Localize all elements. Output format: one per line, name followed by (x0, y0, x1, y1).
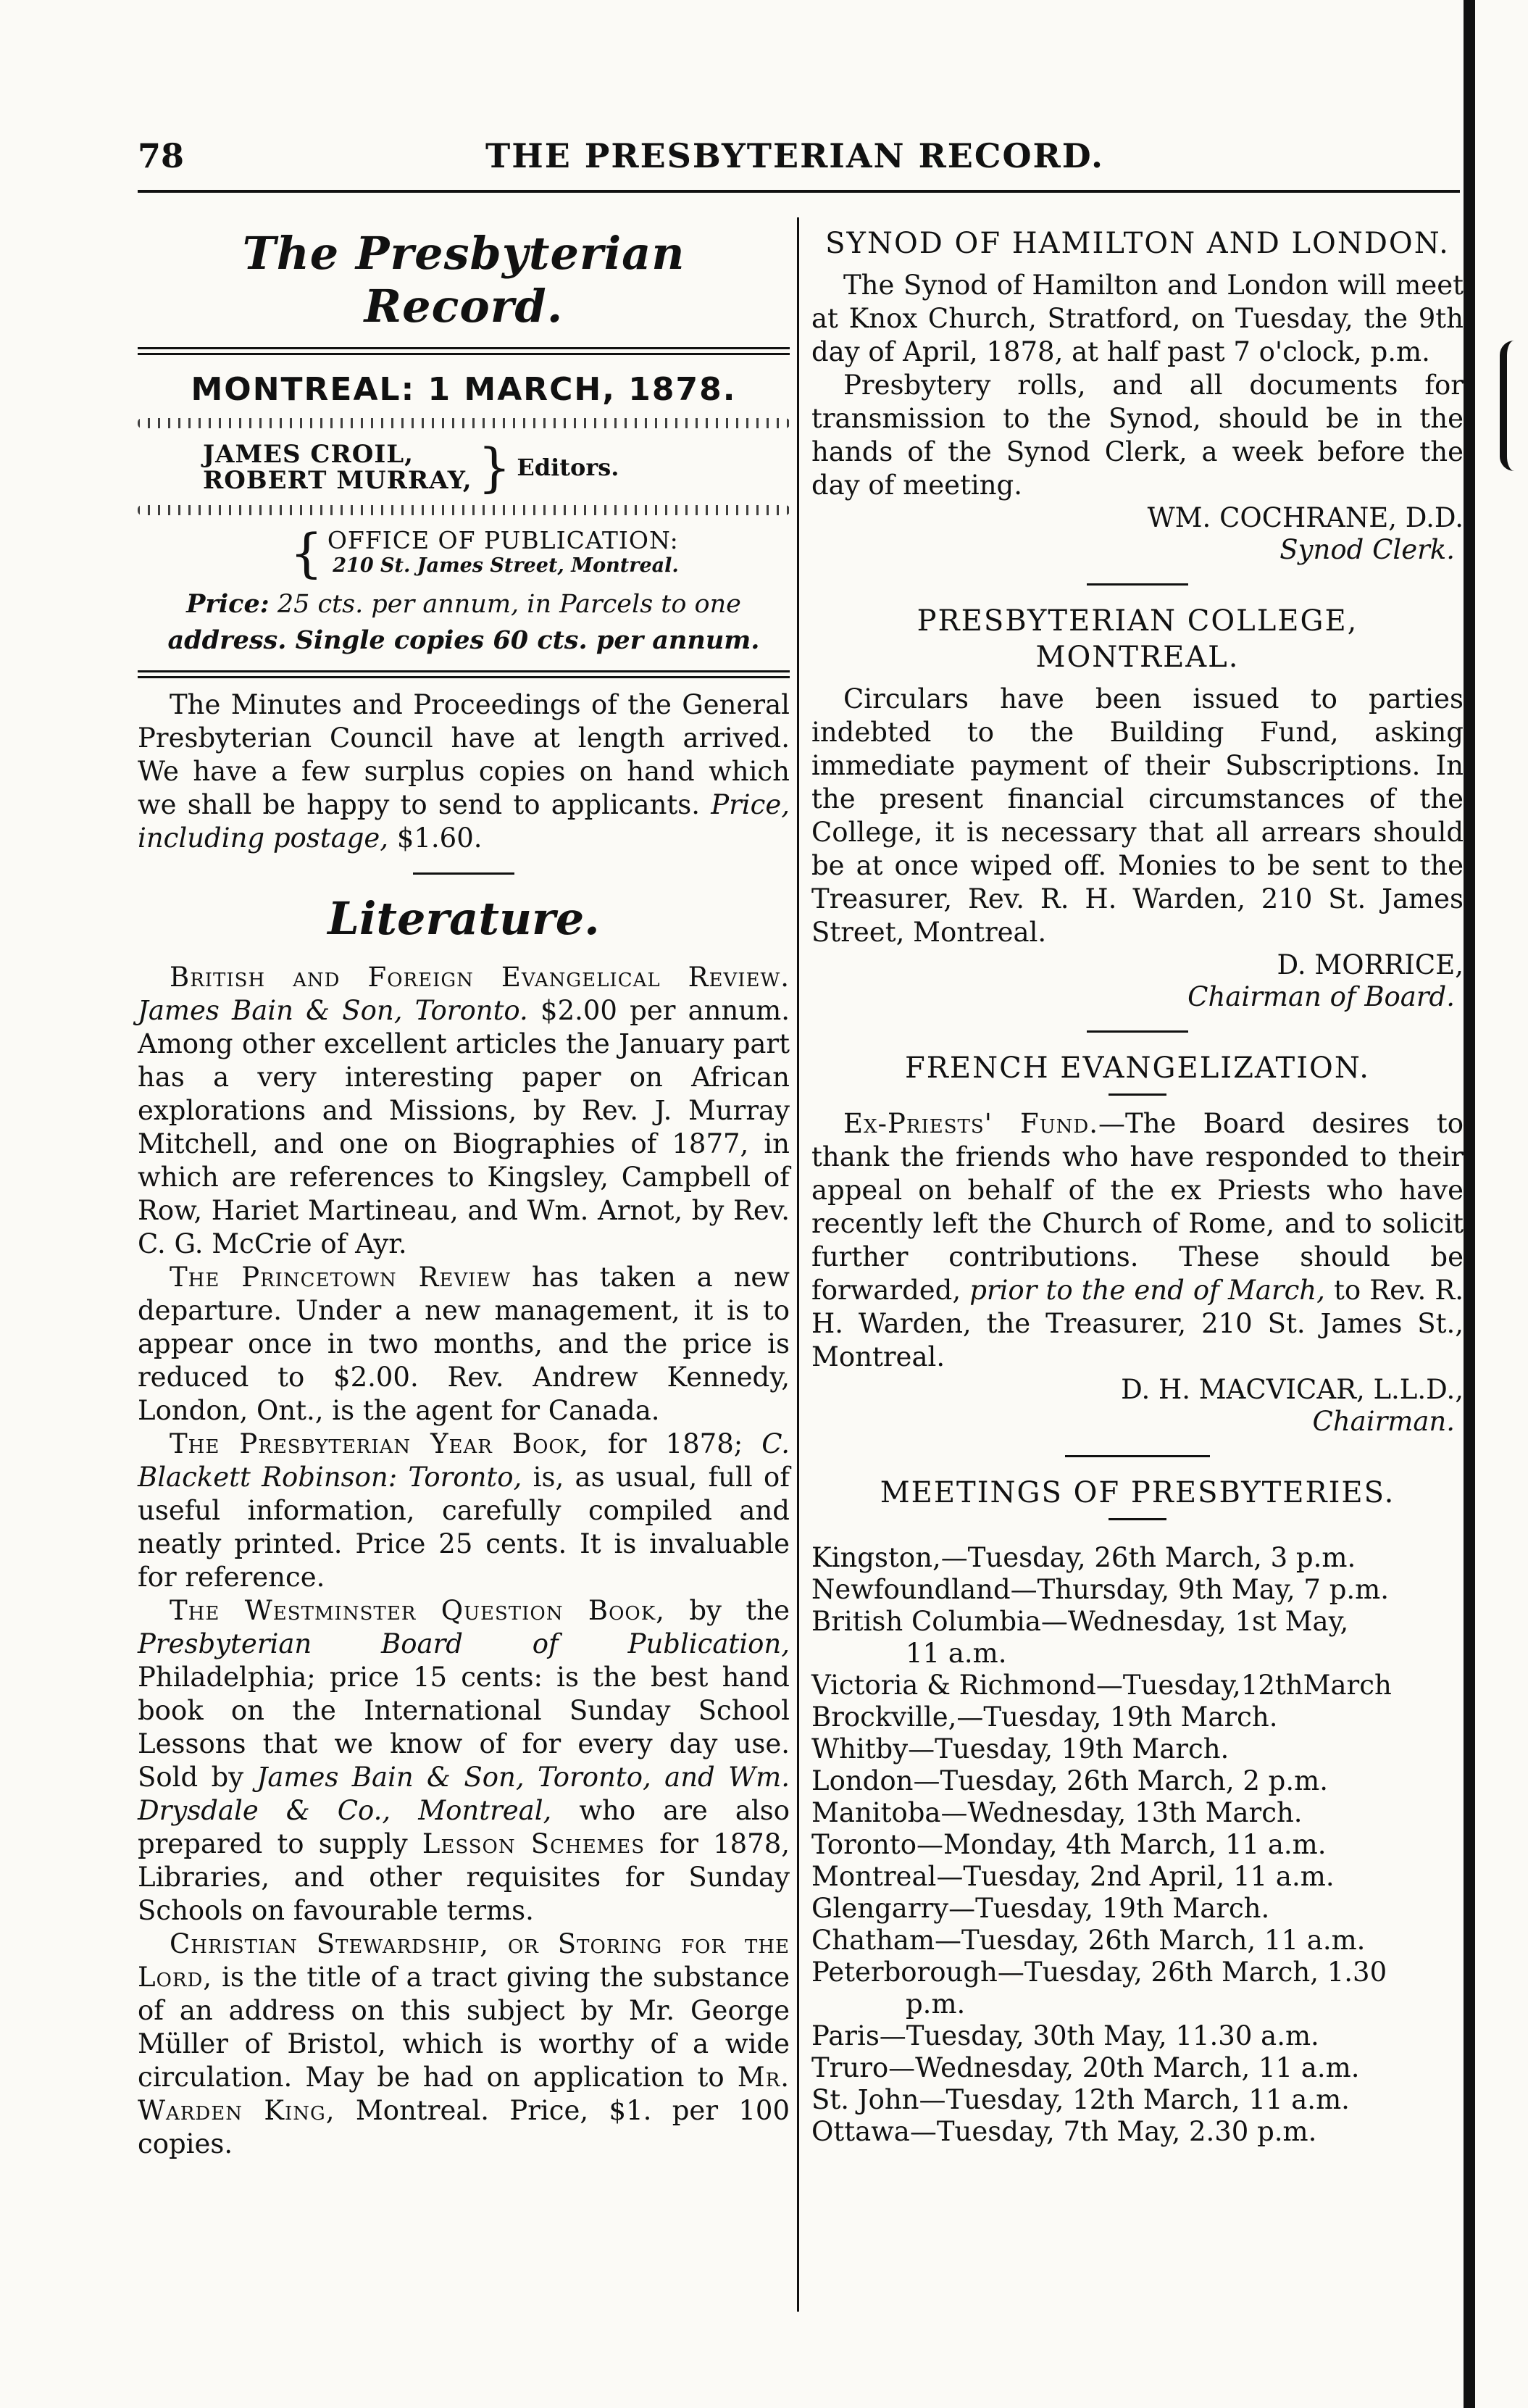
running-title: THE PRESBYTERIAN RECORD. (485, 136, 1105, 175)
meeting-line: St. John—Tuesday, 12th March, 11 a.m. (811, 2084, 1350, 2115)
french-heading: FRENCH EVANGELIZATION. (905, 1051, 1370, 1085)
office-label: OFFICE OF PUBLICATION: (327, 526, 679, 554)
college-heading: PRESBYTERIAN COLLEGE, (917, 604, 1358, 638)
review-publisher: Presbyterian Board of Publication, (138, 1628, 790, 1659)
editors-block (203, 437, 790, 498)
meeting-line: Victoria & Richmond—Tuesday,12thMarch (811, 1670, 1392, 1701)
french-italic: prior to the end of March, (969, 1275, 1325, 1306)
review-text: who are also prepared to supply (138, 1795, 790, 1859)
literature-heading: Literature. (327, 892, 600, 945)
review-text: for 1878; (607, 1428, 743, 1459)
editor-name: JAMES CROIL, (203, 440, 414, 469)
header-rule (138, 190, 1460, 193)
synod-signature-title: Synod Clerk. (1279, 534, 1455, 565)
meeting-line: Newfoundland—Thursday, 9th May, 7 p.m. (811, 1574, 1389, 1605)
meetings-heading: MEETINGS OF PRESBYTERIES. (880, 1476, 1395, 1509)
minutes-price-value: $1.60. (396, 822, 483, 854)
brace-glyph: { (290, 522, 323, 583)
section-rule (1087, 583, 1188, 586)
meeting-line: Peterborough—Tuesday, 26th March, 1.30 (811, 1957, 1387, 1988)
dateline: MONTREAL: 1 MARCH, 1878. (191, 371, 737, 408)
masthead-title: The Presbyterian Record. (242, 227, 685, 333)
editor-name: ROBERT MURRAY, (203, 466, 472, 495)
college-paragraph: Circulars have been issued to parties indebted to the Building Fund, asking immediate payment of their Subscriptions. In the present financial circumstances of the College, it is necessary that all arrears should be at once wiped off. Monies to be sent to the Treasurer, Rev. R. H. Warden, 210 St. James Street, Montreal. (811, 683, 1464, 948)
review-item (138, 1261, 790, 1428)
section-rule (1087, 1030, 1188, 1033)
review-title: British and Foreign Evangelical Review. (170, 962, 790, 993)
synod-paragraph: Presbytery rolls, and all documents for transmission to the Synod, should be in the hands of the Synod Clerk, a week before the day of meeting. (811, 370, 1464, 501)
meeting-line: Glengarry—Tuesday, 19th March. (811, 1893, 1270, 1924)
meeting-line: Whitby—Tuesday, 19th March. (811, 1733, 1230, 1765)
review-text: is, as usual, full of useful information, carefully compiled and neatly printed. Price 25 cents. It is invaluable for reference. (138, 1462, 790, 1593)
review-item (138, 961, 790, 1261)
minutes-notice (138, 688, 790, 855)
review-text: is the title of a tract giving the substance of an address on this subject by Mr. George Müller of Bristol, which is worthy of a wide circulation. May be had on application to (138, 1962, 790, 2093)
meetings-list (811, 1542, 1464, 2148)
double-rule (138, 670, 790, 678)
section-rule (1109, 1093, 1166, 1096)
college-heading: MONTREAL. (1035, 641, 1240, 674)
review-title: Christian Stewardship, or Storing for the Lord, (138, 1928, 790, 1993)
page-edge-shadow (1464, 0, 1475, 2408)
french-paragraph (811, 1107, 1464, 1374)
wavy-rule (138, 418, 790, 428)
minutes-text: The Minutes and Proceedings of the General Presbyterian Council have at length arrived. We have a few surplus copies on hand which we shall be happy to send to applicants. (138, 689, 790, 820)
price-info (138, 586, 790, 659)
review-smallcaps: Lesson Schemes (422, 1828, 646, 1859)
review-title: The Princetown Review (170, 1262, 512, 1293)
review-text: Philadelphia; price 15 cents: is the best hand book on the International Sunday School Lessons that we know of for every day use. Sold by (138, 1662, 790, 1793)
editors-label: Editors. (517, 454, 619, 481)
meeting-line: London—Tuesday, 26th March, 2 p.m. (811, 1765, 1328, 1796)
section-rule (1109, 1518, 1166, 1520)
meeting-line: Kingston,—Tuesday, 26th March, 3 p.m. (811, 1542, 1356, 1573)
price-line-2: address. Single copies 60 cts. per annum. (167, 625, 760, 655)
college-signature-title: Chairman of Board. (1187, 981, 1455, 1012)
meeting-line: Manitoba—Wednesday, 13th March. (811, 1797, 1303, 1828)
meeting-line: Toronto—Monday, 4th March, 11 a.m. (811, 1829, 1327, 1860)
section-rule (1065, 1455, 1210, 1457)
review-text: has taken a new departure. Under a new management, it is to appear once in two months, and the price is reduced to $2.00. Rev. Andrew Kennedy, London, Ont., is the agent for Canada. (138, 1262, 790, 1426)
double-rule (138, 347, 790, 355)
review-item (138, 1594, 790, 1928)
brace-glyph: } (477, 437, 512, 498)
meeting-line: Paris—Tuesday, 30th May, 11.30 a.m. (811, 2020, 1319, 2051)
price-line-1: 25 cts. per annum, in Parcels to one (277, 590, 741, 619)
french-text: —The Board desires to thank the friends who have responded to their appeal on behalf of the ex Priests who have recently left the Church of Rome, and to solicit further contributions. These should be forwarded, (811, 1108, 1464, 1306)
review-text: $2.00 per annum. Among other excellent articles the January part has a very interesting paper on African explorations and Missions, by Rev. J. Murray Mitchell, and one on Biographies of 1877, in which are references to Kingsley, Campbell of Row, Hariet Martineau, and Wm. Arnot, by Rev. C. G. McCrie of Ayr. (138, 995, 790, 1259)
review-publisher: James Bain & Son, Toronto. (138, 995, 528, 1026)
review-text: for 1878, Libraries, and other requisites for Sunday Schools on favourable terms. (138, 1828, 790, 1926)
review-text: by the (689, 1595, 790, 1626)
french-signature-title: Chairman. (1312, 1406, 1455, 1437)
college-signature: D. MORRICE, (1277, 949, 1464, 980)
meeting-line: Montreal—Tuesday, 2nd April, 11 a.m. (811, 1861, 1335, 1892)
right-column (811, 221, 1464, 2148)
office-block (290, 522, 790, 583)
page-number: 78 (138, 136, 185, 175)
review-name: Mr. Warden King, (138, 2062, 790, 2126)
left-column (138, 221, 790, 2161)
meeting-line: Brockville,—Tuesday, 19th March. (811, 1701, 1278, 1733)
running-header (138, 136, 1460, 180)
review-item (138, 1428, 790, 1594)
review-title: The Westminster Question Book, (170, 1595, 665, 1626)
wavy-rule (138, 505, 790, 515)
binding-mark (1500, 341, 1528, 471)
price-label: Price: (186, 589, 270, 619)
synod-heading: SYNOD OF HAMILTON AND LONDON. (825, 227, 1450, 260)
french-signature: D. H. MACVICAR, L.L.D., (1121, 1374, 1464, 1405)
french-text: to Rev. R. H. Warden, the Treasurer, 210 St. James St., Montreal. (811, 1275, 1464, 1372)
synod-paragraph: The Synod of Hamilton and London will meet at Knox Church, Stratford, on Tuesday, the 9th day of April, 1878, at half past 7 o'clock, p.m. (811, 270, 1464, 367)
meeting-line: 11 a.m. (906, 1638, 1007, 1669)
review-title: The Presbyterian Year Book, (170, 1428, 589, 1459)
meeting-line: British Columbia—Wednesday, 1st May, (811, 1606, 1349, 1637)
minutes-price-label: Price, including postage, (138, 789, 790, 854)
office-address: 210 St. James Street, Montreal. (333, 554, 679, 577)
review-item (138, 1928, 790, 2161)
french-lead: Ex-Priests' Fund. (843, 1108, 1099, 1139)
meeting-line: Truro—Wednesday, 20th March, 11 a.m. (811, 2052, 1360, 2083)
review-sellers: James Bain & Son, Toronto, and Wm. Drysdale & Co., Montreal, (138, 1762, 790, 1826)
column-divider (797, 217, 799, 2312)
section-rule (413, 872, 514, 875)
meeting-line: p.m. (906, 1988, 966, 2020)
review-text: Montreal. Price, $1. per 100 copies. (138, 2095, 790, 2159)
meeting-line: Ottawa—Tuesday, 7th May, 2.30 p.m. (811, 2116, 1317, 2147)
review-publisher: C. Blackett Robinson: Toronto, (138, 1428, 790, 1493)
meeting-line: Chatham—Tuesday, 26th March, 11 a.m. (811, 1925, 1366, 1956)
synod-signature: WM. COCHRANE, D.D. (1147, 502, 1464, 533)
